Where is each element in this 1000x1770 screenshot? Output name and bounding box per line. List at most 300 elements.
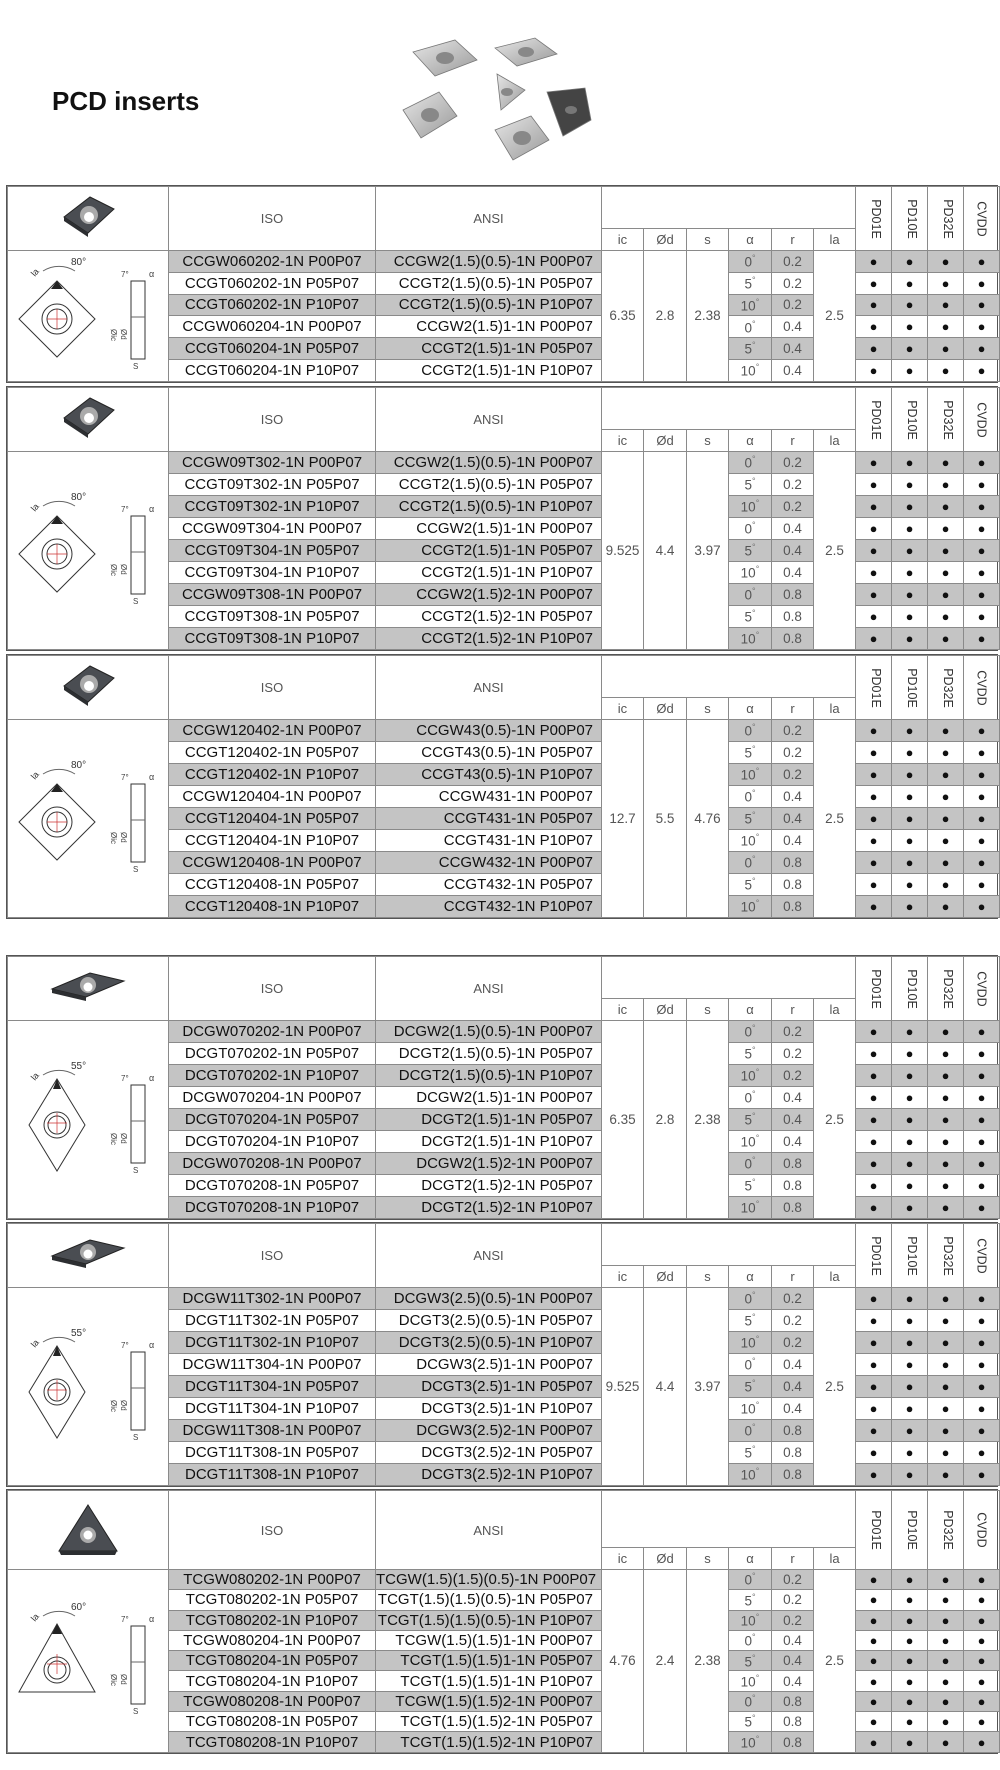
ansi-code: CCGT432-1N P05P07 [376, 874, 602, 896]
grade-availability-dot: ● [964, 1131, 1000, 1153]
svg-text:7°: 7° [121, 505, 129, 514]
grade-availability-dot: ● [928, 584, 964, 606]
iso-code: TCGT080202-1N P05P07 [169, 1590, 376, 1610]
ic-value: 12.7 [602, 720, 644, 918]
svg-text:S: S [133, 362, 139, 372]
ansi-code: CCGW432-1N P00P07 [376, 852, 602, 874]
iso-code: DCGT070208-1N P10P07 [169, 1197, 376, 1219]
ansi-code: DCGT3(2.5)1-1N P05P07 [376, 1376, 602, 1398]
grade-availability-dot: ● [856, 628, 892, 650]
column-header-grade: CVDD [964, 656, 1000, 720]
ansi-code: DCGW2(1.5)2-1N P00P07 [376, 1153, 602, 1175]
grade-availability-dot: ● [928, 562, 964, 584]
r-value: 0.2 [772, 251, 814, 273]
grade-availability-dot: ● [892, 452, 928, 474]
alpha-value: 0° [729, 1420, 772, 1442]
grade-availability-dot: ● [856, 1630, 892, 1650]
insert-table-rhombic-80 [6, 386, 998, 651]
r-value: 0.4 [772, 1109, 814, 1131]
grade-availability-dot: ● [856, 584, 892, 606]
iso-code: TCGT080208-1N P10P07 [169, 1732, 376, 1752]
ansi-code: TCGT(1.5)(1.5)1-1N P10P07 [376, 1671, 602, 1691]
iso-code: DCGW11T302-1N P00P07 [169, 1288, 376, 1310]
la-value: 2.5 [814, 720, 856, 918]
r-value: 0.8 [772, 1420, 814, 1442]
svg-text:Øic: Øic [109, 564, 118, 576]
r-value: 0.4 [772, 518, 814, 540]
column-header-dim: r [772, 698, 814, 720]
column-header-grade: PD10E [892, 1491, 928, 1570]
grade-availability-dot: ● [856, 1109, 892, 1131]
grade-availability-dot: ● [964, 786, 1000, 808]
insert-thumbnail [8, 957, 169, 1021]
column-header-iso: ISO [169, 656, 376, 720]
grade-availability-dot: ● [892, 1570, 928, 1590]
alpha-value: 10° [729, 764, 772, 786]
grade-availability-dot: ● [892, 584, 928, 606]
ansi-code: CCGT2(1.5)(0.5)-1N P05P07 [376, 272, 602, 294]
r-value: 0.2 [772, 742, 814, 764]
r-value: 0.8 [772, 1464, 814, 1486]
iso-code: TCGW080208-1N P00P07 [169, 1691, 376, 1711]
insert-thumbnail [8, 656, 169, 720]
r-value: 0.8 [772, 584, 814, 606]
angle-label: 60° [71, 1602, 87, 1614]
grade-availability-dot: ● [928, 742, 964, 764]
grade-availability-dot: ● [964, 1442, 1000, 1464]
column-header-grade: PD01E [856, 187, 892, 251]
grade-availability-dot: ● [928, 294, 964, 316]
grade-availability-dot: ● [928, 1590, 964, 1610]
alpha-value: 5° [729, 1651, 772, 1671]
grade-availability-dot: ● [964, 474, 1000, 496]
column-header-ansi: ANSI [376, 656, 602, 720]
s-value: 2.38 [687, 251, 729, 382]
iso-code: DCGT11T304-1N P10P07 [169, 1398, 376, 1420]
iso-code: CCGT09T308-1N P10P07 [169, 628, 376, 650]
column-header-ansi: ANSI [376, 1491, 602, 1570]
d-value: 2.8 [644, 1021, 687, 1219]
grade-availability-dot: ● [964, 1691, 1000, 1711]
column-header-grade: CVDD [964, 1491, 1000, 1570]
iso-code: CCGT060202-1N P05P07 [169, 272, 376, 294]
grade-availability-dot: ● [964, 628, 1000, 650]
grade-availability-dot: ● [892, 1610, 928, 1630]
grade-availability-dot: ● [856, 272, 892, 294]
insert-table-rhombic-80 [6, 654, 998, 919]
ansi-code: DCGT3(2.5)1-1N P10P07 [376, 1398, 602, 1420]
grade-availability-dot: ● [892, 540, 928, 562]
ansi-code: DCGT2(1.5)(0.5)-1N P05P07 [376, 1043, 602, 1065]
iso-code: CCGT120408-1N P05P07 [169, 874, 376, 896]
grade-availability-dot: ● [892, 1671, 928, 1691]
grade-availability-dot: ● [964, 518, 1000, 540]
r-value: 0.8 [772, 874, 814, 896]
angle-label: 80° [71, 257, 87, 269]
alpha-value: 0° [729, 1021, 772, 1043]
alpha-value: 10° [729, 1464, 772, 1486]
r-value: 0.4 [772, 359, 814, 381]
column-header-dim: ic [602, 229, 644, 251]
grade-availability-dot: ● [928, 606, 964, 628]
svg-text:Ød: Ød [119, 1674, 128, 1685]
insert-dimension-diagram [13, 1055, 163, 1180]
r-value: 0.8 [772, 1691, 814, 1711]
column-header-dim: ic [602, 1548, 644, 1570]
grade-availability-dot: ● [928, 272, 964, 294]
grade-availability-dot: ● [928, 1671, 964, 1691]
grade-availability-dot: ● [856, 562, 892, 584]
alpha-value: 10° [729, 896, 772, 918]
alpha-value: 5° [729, 1712, 772, 1732]
angle-label: 55° [71, 1061, 87, 1072]
grade-availability-dot: ● [964, 272, 1000, 294]
r-value: 0.4 [772, 1630, 814, 1650]
column-header-iso: ISO [169, 1491, 376, 1570]
grade-availability-dot: ● [964, 1610, 1000, 1630]
ansi-code: CCGW2(1.5)2-1N P00P07 [376, 584, 602, 606]
grade-availability-dot: ● [928, 496, 964, 518]
grade-availability-dot: ● [892, 1087, 928, 1109]
iso-code: DCGT11T304-1N P05P07 [169, 1376, 376, 1398]
iso-code: CCGT120402-1N P10P07 [169, 764, 376, 786]
svg-text:Ød: Ød [119, 832, 128, 843]
iso-code: TCGT080208-1N P05P07 [169, 1712, 376, 1732]
grade-availability-dot: ● [964, 1065, 1000, 1087]
table-row [8, 1021, 1000, 1043]
grade-availability-dot: ● [856, 251, 892, 273]
alpha-value: 5° [729, 1590, 772, 1610]
dimensions-header [602, 1491, 856, 1548]
ansi-code: CCGW2(1.5)1-1N P00P07 [376, 518, 602, 540]
ansi-code: CCGW43(0.5)-1N P00P07 [376, 720, 602, 742]
grade-availability-dot: ● [964, 1376, 1000, 1398]
iso-code: CCGT120408-1N P10P07 [169, 896, 376, 918]
column-header-dim: la [814, 229, 856, 251]
grade-availability-dot: ● [964, 338, 1000, 360]
insert-dimension-diagram [13, 1322, 163, 1447]
iso-code: DCGT11T308-1N P05P07 [169, 1442, 376, 1464]
ansi-code: CCGT2(1.5)(0.5)-1N P05P07 [376, 474, 602, 496]
alpha-value: 5° [729, 1442, 772, 1464]
grade-availability-dot: ● [964, 830, 1000, 852]
column-header-dim: s [687, 698, 729, 720]
alpha-value: 0° [729, 1087, 772, 1109]
column-header-grade: PD32E [928, 1491, 964, 1570]
la-value: 2.5 [814, 251, 856, 382]
diagram-cell [8, 1021, 169, 1219]
svg-text:7°: 7° [121, 1074, 129, 1083]
table-row [8, 251, 1000, 273]
insert-table-rhombic-55 [6, 1222, 998, 1487]
column-header-dim: Ød [644, 1266, 687, 1288]
column-header-dim: Ød [644, 1548, 687, 1570]
svg-text:S: S [133, 597, 139, 606]
iso-code: DCGT070202-1N P05P07 [169, 1043, 376, 1065]
r-value: 0.2 [772, 1043, 814, 1065]
insert-table-rhombic-80 [6, 185, 998, 383]
column-header-dim: s [687, 1548, 729, 1570]
dimensions-header [602, 1224, 856, 1266]
ansi-code: DCGW3(2.5)1-1N P00P07 [376, 1354, 602, 1376]
ansi-code: TCGT(1.5)(1.5)1-1N P05P07 [376, 1651, 602, 1671]
r-value: 0.8 [772, 606, 814, 628]
grade-availability-dot: ● [928, 808, 964, 830]
iso-code: DCGT070204-1N P10P07 [169, 1131, 376, 1153]
grade-availability-dot: ● [928, 1651, 964, 1671]
ansi-code: CCGT431-1N P05P07 [376, 808, 602, 830]
alpha-value: 0° [729, 1570, 772, 1590]
grade-availability-dot: ● [928, 316, 964, 338]
grade-availability-dot: ● [928, 1610, 964, 1630]
r-value: 0.8 [772, 1732, 814, 1752]
r-value: 0.2 [772, 1590, 814, 1610]
grade-availability-dot: ● [892, 1732, 928, 1752]
alpha-value: 10° [729, 1610, 772, 1630]
svg-text:α: α [149, 504, 155, 514]
column-header-dim: s [687, 229, 729, 251]
r-value: 0.2 [772, 764, 814, 786]
r-value: 0.4 [772, 1376, 814, 1398]
column-header-dim: Ød [644, 698, 687, 720]
grade-availability-dot: ● [964, 562, 1000, 584]
ansi-code: CCGT2(1.5)1-1N P05P07 [376, 338, 602, 360]
r-value: 0.2 [772, 720, 814, 742]
grade-availability-dot: ● [892, 496, 928, 518]
column-header-dim: ic [602, 1266, 644, 1288]
ansi-code: DCGW3(2.5)2-1N P00P07 [376, 1420, 602, 1442]
grade-availability-dot: ● [856, 452, 892, 474]
r-value: 0.4 [772, 1087, 814, 1109]
iso-code: CCGW09T308-1N P00P07 [169, 584, 376, 606]
r-value: 0.4 [772, 338, 814, 360]
insert-thumbnail [8, 1491, 169, 1570]
grade-availability-dot: ● [964, 316, 1000, 338]
insert-icon [58, 430, 118, 446]
grade-availability-dot: ● [964, 496, 1000, 518]
alpha-value: 0° [729, 316, 772, 338]
svg-text:S: S [133, 1166, 139, 1175]
alpha-value: 5° [729, 874, 772, 896]
svg-text:Øic: Øic [109, 1400, 118, 1412]
column-header-dim: α [729, 1548, 772, 1570]
grade-availability-dot: ● [928, 720, 964, 742]
r-value: 0.4 [772, 786, 814, 808]
alpha-value: 10° [729, 1398, 772, 1420]
grade-availability-dot: ● [892, 1630, 928, 1650]
grade-availability-dot: ● [856, 1590, 892, 1610]
insert-thumbnail [8, 1224, 169, 1288]
r-value: 0.8 [772, 1153, 814, 1175]
column-header-dim: la [814, 430, 856, 452]
column-header-iso: ISO [169, 957, 376, 1021]
iso-code: CCGT060202-1N P10P07 [169, 294, 376, 316]
r-value: 0.2 [772, 1288, 814, 1310]
grade-availability-dot: ● [892, 830, 928, 852]
column-header-dim: la [814, 698, 856, 720]
s-value: 3.97 [687, 452, 729, 650]
insert-table-triangle-60 [6, 1489, 998, 1754]
diagram-cell [8, 1570, 169, 1753]
column-header-dim: s [687, 1266, 729, 1288]
grade-availability-dot: ● [964, 1732, 1000, 1752]
grade-availability-dot: ● [856, 852, 892, 874]
grade-availability-dot: ● [856, 1310, 892, 1332]
grade-availability-dot: ● [892, 1420, 928, 1442]
r-value: 0.4 [772, 1651, 814, 1671]
ansi-code: TCGT(1.5)(1.5)2-1N P05P07 [376, 1712, 602, 1732]
alpha-value: 5° [729, 1310, 772, 1332]
column-header-grade: PD01E [856, 388, 892, 452]
grade-availability-dot: ● [928, 1021, 964, 1043]
alpha-value: 0° [729, 1153, 772, 1175]
grade-availability-dot: ● [964, 1153, 1000, 1175]
svg-text:Ød: Ød [119, 1133, 128, 1144]
alpha-value: 0° [729, 786, 772, 808]
grade-availability-dot: ● [928, 1732, 964, 1752]
column-header-dim: α [729, 430, 772, 452]
grade-availability-dot: ● [892, 628, 928, 650]
grade-availability-dot: ● [892, 1153, 928, 1175]
grade-availability-dot: ● [892, 896, 928, 918]
svg-text:α: α [149, 1340, 155, 1350]
grade-availability-dot: ● [892, 1109, 928, 1131]
grade-availability-dot: ● [892, 808, 928, 830]
column-header-dim: Ød [644, 229, 687, 251]
grade-availability-dot: ● [892, 1376, 928, 1398]
grade-availability-dot: ● [856, 359, 892, 381]
grade-availability-dot: ● [928, 474, 964, 496]
r-value: 0.4 [772, 1671, 814, 1691]
grade-availability-dot: ● [964, 764, 1000, 786]
table-row [8, 1570, 1000, 1590]
ic-value: 9.525 [602, 452, 644, 650]
alpha-value: 0° [729, 452, 772, 474]
grade-availability-dot: ● [856, 338, 892, 360]
iso-code: DCGW11T304-1N P00P07 [169, 1354, 376, 1376]
column-header-dim: r [772, 229, 814, 251]
grade-availability-dot: ● [892, 764, 928, 786]
grade-availability-dot: ● [892, 606, 928, 628]
grade-availability-dot: ● [964, 1354, 1000, 1376]
s-value: 4.76 [687, 720, 729, 918]
iso-code: CCGW120402-1N P00P07 [169, 720, 376, 742]
r-value: 0.2 [772, 1570, 814, 1590]
grade-availability-dot: ● [964, 1398, 1000, 1420]
grade-availability-dot: ● [856, 1175, 892, 1197]
grade-availability-dot: ● [856, 540, 892, 562]
r-value: 0.8 [772, 852, 814, 874]
grade-availability-dot: ● [964, 742, 1000, 764]
alpha-value: 10° [729, 628, 772, 650]
ansi-code: DCGT2(1.5)1-1N P10P07 [376, 1131, 602, 1153]
grade-availability-dot: ● [856, 742, 892, 764]
r-value: 0.4 [772, 1131, 814, 1153]
grade-availability-dot: ● [892, 338, 928, 360]
svg-text:la: la [28, 501, 42, 514]
alpha-value: 0° [729, 251, 772, 273]
grade-availability-dot: ● [928, 1197, 964, 1219]
grade-availability-dot: ● [964, 852, 1000, 874]
ansi-code: DCGT2(1.5)2-1N P10P07 [376, 1197, 602, 1219]
grade-availability-dot: ● [856, 764, 892, 786]
la-value: 2.5 [814, 1021, 856, 1219]
dimensions-header [602, 388, 856, 430]
grade-availability-dot: ● [928, 452, 964, 474]
insert-dimension-diagram [13, 486, 163, 611]
iso-code: CCGT09T302-1N P05P07 [169, 474, 376, 496]
alpha-value: 0° [729, 1691, 772, 1711]
column-header-grade: PD10E [892, 187, 928, 251]
grade-availability-dot: ● [856, 1131, 892, 1153]
grade-availability-dot: ● [928, 830, 964, 852]
ansi-code: CCGT2(1.5)1-1N P10P07 [376, 562, 602, 584]
ansi-code: TCGT(1.5)(1.5)(0.5)-1N P05P07 [376, 1590, 602, 1610]
grade-availability-dot: ● [928, 786, 964, 808]
ic-value: 4.76 [602, 1570, 644, 1753]
iso-code: TCGT080202-1N P10P07 [169, 1610, 376, 1630]
angle-label: 55° [71, 1328, 87, 1339]
ansi-code: CCGW2(1.5)1-1N P00P07 [376, 316, 602, 338]
grade-availability-dot: ● [892, 1651, 928, 1671]
iso-code: CCGW120408-1N P00P07 [169, 852, 376, 874]
svg-text:la: la [28, 1611, 42, 1624]
svg-text:la: la [28, 1070, 42, 1083]
r-value: 0.4 [772, 316, 814, 338]
insert-icon [58, 698, 118, 714]
grade-availability-dot: ● [856, 808, 892, 830]
grade-availability-dot: ● [856, 1420, 892, 1442]
grade-availability-dot: ● [928, 1065, 964, 1087]
grade-availability-dot: ● [928, 1376, 964, 1398]
insert-dimension-diagram [13, 251, 163, 376]
ansi-code: DCGT3(2.5)(0.5)-1N P10P07 [376, 1332, 602, 1354]
grade-availability-dot: ● [892, 720, 928, 742]
column-header-dim: α [729, 698, 772, 720]
grade-availability-dot: ● [856, 1570, 892, 1590]
dimensions-header [602, 656, 856, 698]
column-header-grade: CVDD [964, 388, 1000, 452]
s-value: 2.38 [687, 1570, 729, 1753]
grade-availability-dot: ● [892, 272, 928, 294]
grade-availability-dot: ● [892, 562, 928, 584]
iso-code: DCGW070204-1N P00P07 [169, 1087, 376, 1109]
column-header-dim: Ød [644, 430, 687, 452]
iso-code: TCGT080204-1N P10P07 [169, 1671, 376, 1691]
column-header-ansi: ANSI [376, 388, 602, 452]
alpha-value: 5° [729, 742, 772, 764]
insert-thumbnail [8, 187, 169, 251]
alpha-value: 0° [729, 720, 772, 742]
grade-availability-dot: ● [928, 1153, 964, 1175]
grade-availability-dot: ● [964, 720, 1000, 742]
ansi-code: TCGW(1.5)(1.5)1-1N P00P07 [376, 1630, 602, 1650]
column-header-grade: CVDD [964, 1224, 1000, 1288]
ansi-code: CCGT2(1.5)2-1N P05P07 [376, 606, 602, 628]
grade-availability-dot: ● [856, 316, 892, 338]
d-value: 2.4 [644, 1570, 687, 1753]
column-header-dim: ic [602, 430, 644, 452]
ansi-code: CCGT2(1.5)1-1N P10P07 [376, 359, 602, 381]
grade-availability-dot: ● [928, 251, 964, 273]
insert-icon [58, 229, 118, 245]
diagram-cell [8, 452, 169, 650]
grade-availability-dot: ● [964, 1043, 1000, 1065]
column-header-grade: PD10E [892, 656, 928, 720]
grade-availability-dot: ● [856, 1087, 892, 1109]
grade-availability-dot: ● [928, 852, 964, 874]
grade-availability-dot: ● [856, 1464, 892, 1486]
